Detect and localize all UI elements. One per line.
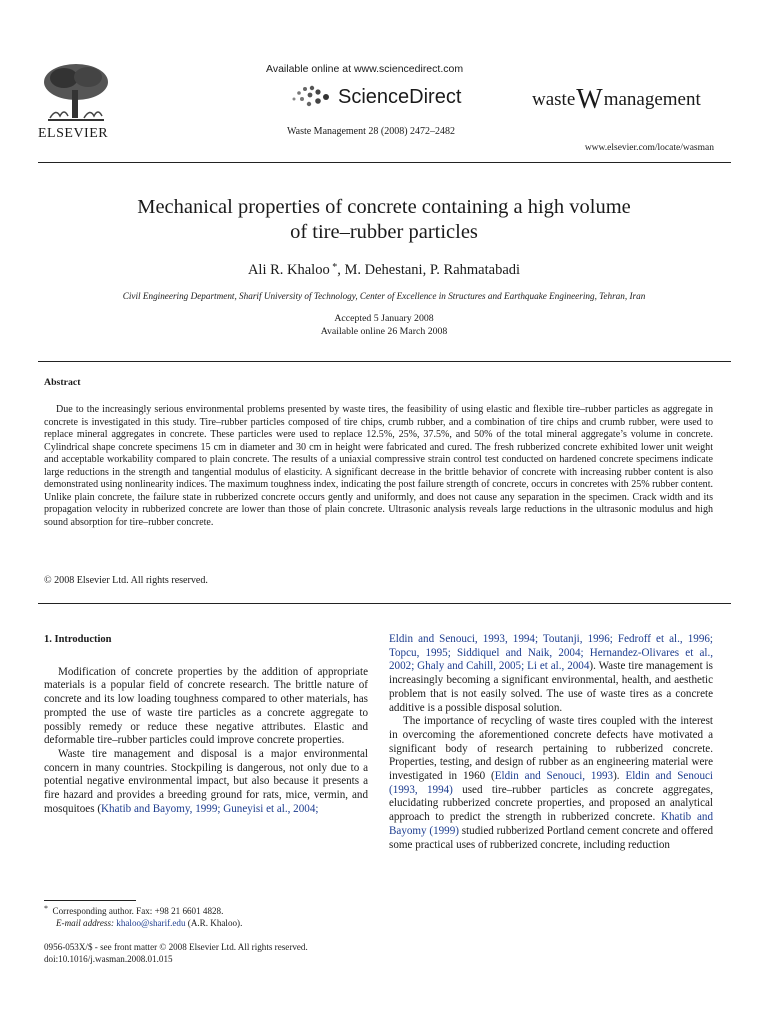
right-p2-text-a: The importance of recycling of waste tires coupled with the interest in overcoming the aforementioned concrete defects have motivated a significant body of research pertaining to rubberized concrete. Properties, testing, and design of rubber as an engineering material were investigated in 1960 ( [389, 715, 713, 783]
abstract-body: Due to the increasingly serious environmental problems presented by waste tires, the feasibility of using elastic and flexible tire–rubber particles as aggregate in concrete is investigated in this study. Tire–rubber particles composed of tire chips, crumb rubber, and a combination of tire chips and crumb rubber, were used to replace mineral aggregates in concrete. These particles were used to replace 12.5%, 25%, 37.5%, and 50% of the total mineral aggregate’s volume in concrete. Cylindrical shape concrete specimens 15 cm in diameter and 30 cm in height were fabricated and cured. The fresh rubberized concrete exhibited lower unit weight and acceptable workability compared to plain concrete. The results of a uniaxial compressive strain control test conducted on hardened concrete specimens indicate large reductions in the strength and tangential modulus of elasticity. A significant decrease in the brittle behavior of concrete with increasing rubber content is also demonstrated using nonlinearity indices. The maximum toughness index, indicating the post failure strength of concrete, occurs in concretes with 25% rubber content. Unlike plain concrete, the failure state in rubberized concrete occurs gently and uniformly, and does not cause any separation in the specimen. Crack width and its propagation velocity in rubberized concrete are lower than those of plain concrete. Ultrasonic analysis reveals large reductions in the ultrasonic modulus and high sound absorption for tire–rubber concrete. [44, 404, 713, 528]
author-list [0, 262, 768, 279]
accepted-date: Accepted 5 January 2008 [334, 313, 434, 324]
elsevier-tree-logo [38, 62, 114, 124]
corresponding-author-fax: Corresponding author. Fax: +98 21 6601 4828. [52, 906, 224, 916]
right-paragraph-2 [389, 715, 713, 852]
available-online-text: Available online at www.sciencedirect.com [266, 63, 464, 75]
right-p2-text-c: used tire–rubber particles as concrete aggregates, elucidating rubberized concrete properties, and proposed an analytical approach to predict the strength in rubberized concrete. [389, 783, 713, 824]
author-khaloo: Ali R. Khaloo [247, 262, 330, 278]
authors-rest: , M. Dehestani, P. Rahmatabadi [337, 262, 521, 278]
citation-link[interactable]: Khatib and Bayomy (1999) [389, 811, 713, 837]
footnote-rule [44, 900, 136, 901]
right-column [389, 633, 713, 852]
journal-url[interactable]: www.elsevier.com/locate/wasman [584, 143, 714, 153]
title-line-1: Mechanical properties of concrete containing a high volume [137, 196, 631, 218]
waste-management-logo [532, 84, 701, 116]
abstract-copyright: © 2008 Elsevier Ltd. All rights reserved. [44, 575, 208, 586]
sciencedirect-wordmark: ScienceDirect [338, 85, 462, 108]
available-date: Available online 26 March 2008 [320, 325, 448, 337]
article-title [40, 195, 728, 245]
affiliation: Civil Engineering Department, Sharif University of Technology, Center of Excellence in Structures and Earthquake Engineering, Tehran, Iran [122, 291, 646, 301]
abstract-top-rule [38, 361, 731, 362]
publisher-name: ELSEVIER [38, 126, 109, 141]
right-p1-text: ). Waste tire management is increasingly becoming a significant environmental, health, and aesthetic problem that is not easily solved. The use of waste tires as a concrete additive is a possible disposal solution. [389, 660, 713, 714]
citation-link[interactable]: Eldin and Senouci (1993, 1994) [389, 770, 713, 796]
abstract-bottom-rule [38, 603, 731, 604]
sciencedirect-logo [290, 82, 461, 112]
header-rule [38, 162, 731, 163]
sciencedirect-dots-icon [290, 85, 332, 109]
title-line-2: of tire–rubber particles [290, 221, 478, 243]
logo-part-management: management [603, 89, 701, 110]
doi-line[interactable]: doi:10.1016/j.wasman.2008.01.015 [44, 954, 173, 964]
section-heading-introduction: 1. Introduction [44, 634, 112, 645]
email-label: E-mail address: [56, 918, 115, 928]
article-dates [0, 313, 768, 338]
corresponding-mark[interactable]: * [329, 262, 338, 273]
right-paragraph-1 [389, 633, 713, 715]
footnote-mark: * [44, 904, 48, 913]
footnote [44, 903, 242, 929]
front-matter [44, 941, 308, 965]
abstract-heading: Abstract [44, 377, 81, 388]
logo-part-w: W [576, 84, 597, 115]
right-p2-text-b: ). [613, 770, 626, 783]
intro-paragraph-2 [44, 748, 368, 817]
right-p2-text-d: studied rubberized Portland cement concrete and offered some practical uses of rubberized concrete, including reduction [389, 824, 713, 851]
citation-link[interactable]: Eldin and Senouci, 1993 [494, 770, 614, 783]
left-column [44, 633, 368, 816]
issn-line: 0956-053X/$ - see front matter © 2008 Elsevier Ltd. All rights reserved. [44, 942, 308, 952]
journal-citation: Waste Management 28 (2008) 2472–2482 [287, 126, 456, 137]
citation-link[interactable]: Eldin and Senouci, 1993, 1994; Toutanji, 1996; Fedroff et al., 1996; Topcu, 1995; Siddiquel and Naik, 2004; Hernandez-Olivares et al., 2002; Ghaly and Cahill, 2005; Li et al., 2004 [389, 633, 713, 673]
citation-link[interactable]: Khatib and Bayomy, 1999; Guneyisi et al., 2004; [101, 802, 319, 815]
email-suffix: (A.R. Khaloo). [185, 918, 243, 928]
email-link[interactable]: khaloo@sharif.edu [116, 918, 186, 928]
intro-p2-text: Waste tire management and disposal is a major environmental concern in many countries. Stockpiling is dangerous, not only due to a potential negative environmental impact, but also because it presents a fire hazard and provides a breeding ground for rats, mice, vermin, and mosquitoes ( [44, 747, 368, 815]
logo-part-waste: waste [532, 89, 576, 110]
intro-paragraph-1: Modification of concrete properties by the addition of appropriate materials is a popular field of concrete research. The brittle nature of concrete and its low loading toughness compared to other materials, has prompted the use of waste tire particles as a concrete aggregate to possibly remedy or reduce these negative attributes. Elastic and deformable tire–rubber particles could improve concrete properties. [44, 665, 368, 747]
